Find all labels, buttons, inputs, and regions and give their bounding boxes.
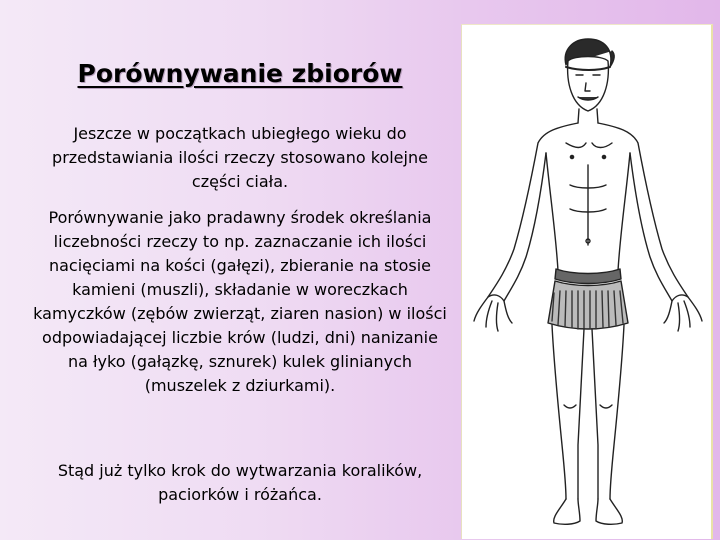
left-hand xyxy=(474,295,512,331)
human-figure-illustration xyxy=(461,24,713,539)
left-foot xyxy=(554,499,580,524)
right-leg xyxy=(610,325,624,499)
paragraph-comparison: Porównywanie jako pradawny środek określania liczebności rzeczy to np. zaznaczanie ich ilości nacięciami na kości (gałęzi), zbieranie na stosie kamieni (muszli), składanie w woreczkach kamyczków (zębów zwierząt, ziaren nasion) w ilości odpowiadającej liczbie krów (ludzi, dni) nanizanie na łyko (gałązkę, sznurek) kulek glinianych (muszelek z dziurkami). xyxy=(33,208,447,395)
left-leg xyxy=(552,325,566,499)
paragraph-beads: Stąd już tylko krok do wytwarzania koralików, paciorków i różańca. xyxy=(57,461,423,504)
human-figure-drawing xyxy=(462,25,711,539)
right-foot xyxy=(596,499,622,524)
belt xyxy=(555,269,621,284)
right-hand xyxy=(664,295,702,331)
torso-right xyxy=(618,153,630,271)
slide-title: Porównywanie zbiorów xyxy=(77,58,403,88)
paragraph-body-parts: Jeszcze w początkach ubiegłego wieku do przedstawiania ilości rzeczy stosowano kolejne części ciała. xyxy=(52,124,428,191)
head xyxy=(568,57,609,112)
torso-left xyxy=(546,153,558,271)
